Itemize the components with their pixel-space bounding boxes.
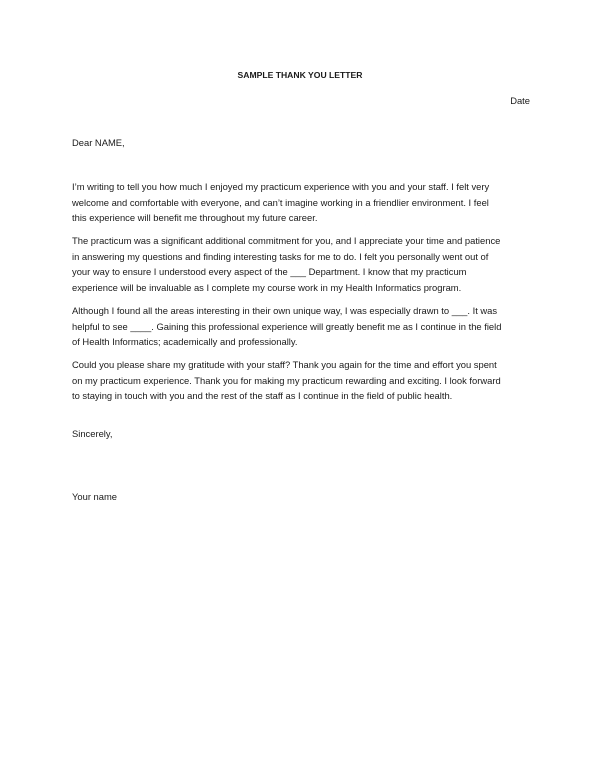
paragraph-2 xyxy=(72,233,500,295)
paragraph-line: of Health Informatics; academically and professionally. xyxy=(72,336,298,347)
paragraph-line: to staying in touch with you and the rest of the staff as I continue in the field of public health. xyxy=(72,390,453,401)
signature: Your name xyxy=(72,491,117,502)
letter-title: SAMPLE THANK YOU LETTER xyxy=(237,70,363,80)
paragraph-line: in answering my questions and finding interesting tasks for me to do. I felt you personally went out of xyxy=(72,250,489,262)
paragraph-3 xyxy=(72,303,501,350)
paragraph-line: Although I found all the areas interesting in their own unique way, I was especially drawn to ___. It was xyxy=(72,305,498,316)
paragraph-line: your way to ensure I understood every aspect of the ___ Department. I know that my practicum xyxy=(72,266,467,277)
salutation: Dear NAME, xyxy=(72,137,125,148)
closing: Sincerely, xyxy=(72,428,113,439)
paragraph-line: this experience will benefit me throughout my future career. xyxy=(72,212,318,223)
paragraph-line: Could you please share my gratitude with your staff? Thank you again for the time and effort you spent xyxy=(72,359,497,370)
paragraph-line: helpful to see ____. Gaining this professional experience will greatly benefit me as I continue in the field xyxy=(72,320,502,332)
paragraph-line: welcome and comfortable with everyone, and can’t imagine working in a friendlier environment. I feel xyxy=(72,196,489,208)
paragraph-4 xyxy=(72,357,501,404)
paragraph-1 xyxy=(72,179,489,226)
paragraph-line: on my practicum experience. Thank you for making my practicum rewarding and exciting. I look forward xyxy=(72,374,501,386)
paragraph-line: experience will be invaluable as I complete my course work in my Health Informatics program. xyxy=(72,281,462,293)
paragraph-line: The practicum was a significant additional commitment for you, and I appreciate your time and patience xyxy=(72,235,501,246)
paragraph-line: I’m writing to tell you how much I enjoyed my practicum experience with you and your staff. I felt very xyxy=(72,181,490,192)
date-placeholder: Date xyxy=(510,95,530,106)
